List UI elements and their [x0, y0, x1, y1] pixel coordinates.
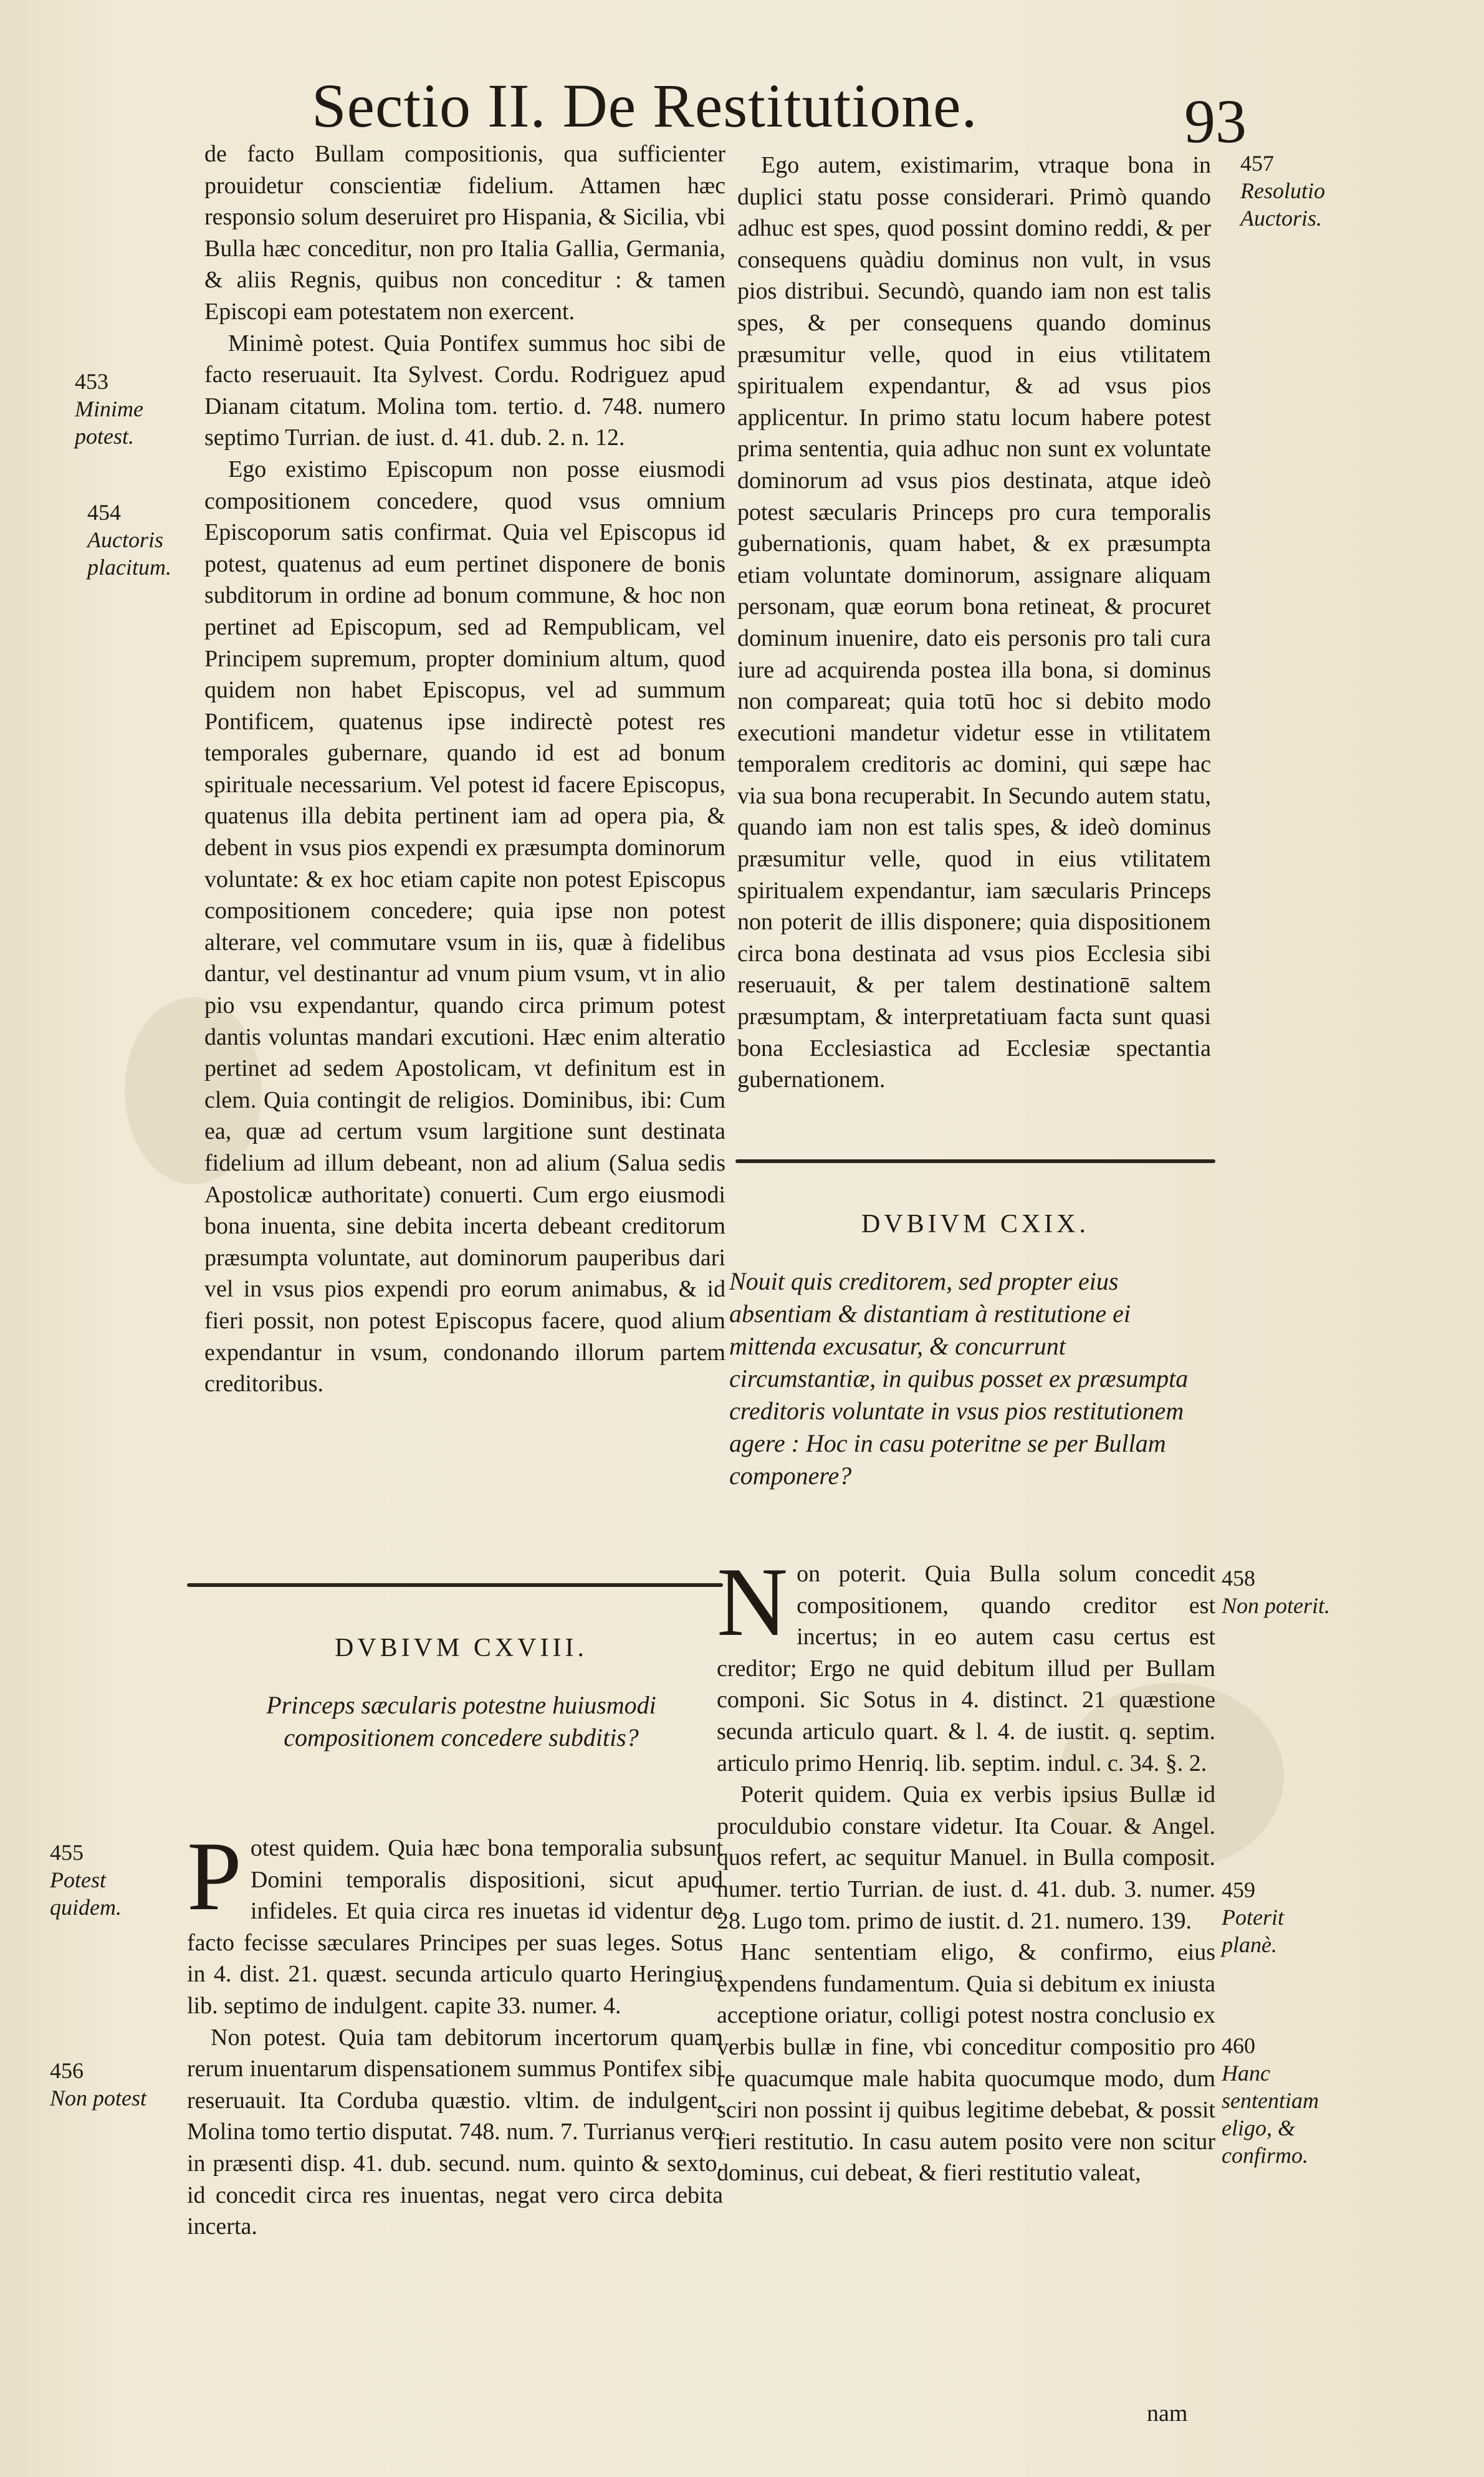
margin-note-457	[1240, 150, 1346, 232]
paragraph-text: on poterit. Quia Bulla solum concedit compositionem, quando creditor est incertus; in eo autem casu certus est creditor; Ergo ne quid debitum illud per Bullam componi. Sic Sotus in 4. distinct. 21 quæstione secunda articulo quart. & l. 4. de iustit. q. septim. articulo primo Henriq. lib. septim. indul. c. 34. §. 2.	[717, 1561, 1215, 1776]
margin-note-460	[1222, 2032, 1340, 2169]
paragraph: de facto Bullam compositionis, qua sufficienter prouidetur conscientiæ fidelium. Attamen hæc responsio solum deseruiret pro Hispania, & Sicilia, vbi Bulla hæc conceditur, non pro Italia Gallia, Germania, & aliis Regnis, quibus non conceditur : & tamen Episcopi eam potestatem non exercent.	[204, 141, 725, 325]
catchword: nam	[1147, 2400, 1188, 2427]
margin-note-454	[87, 499, 199, 581]
page-header	[299, 62, 1359, 156]
margin-number: 455	[50, 1840, 84, 1865]
margin-text: Non poterit.	[1222, 1593, 1331, 1618]
right-dubium-body	[717, 1548, 1215, 2189]
paragraph: Minimè potest. Quia Pontifex summus hoc sibi de facto reseruauit. Ita Sylvest. Cordu. Rodriguez apud Dianam citatum. Molina tom. tertio. d. 748. numero septimo Turrian. de iust. d. 41. dub. 2. n. 12.	[204, 330, 725, 451]
margin-number: 459	[1222, 1877, 1255, 1902]
running-title: Sectio II. De Restitutione.	[312, 71, 978, 140]
margin-text: Hanc sententiam eligo, & confirmo.	[1222, 2061, 1319, 2168]
margin-text: Auctoris placitum.	[87, 527, 171, 580]
paragraph: Poterit quidem. Quia ex verbis ipsius Bullæ id proculdubio constare videtur. Ita Couar. & Angel. quos refert, ac sequitur Manuel. in Bulla composit. numer. tertio Turrian. de iust. d. 41. dub. 3. numer. 28. Lugo tom. primo de iustit. d. 21. numero. 139.	[717, 1781, 1215, 1934]
drop-cap: N	[717, 1548, 788, 1657]
margin-text: Potest quidem.	[50, 1867, 122, 1920]
margin-note-458	[1222, 1564, 1340, 1619]
margin-number: 457	[1240, 151, 1274, 176]
margin-text: Minime potest.	[75, 396, 143, 449]
section-rule	[735, 1159, 1215, 1163]
paragraph	[717, 1548, 1215, 1779]
left-dubium-body	[187, 1822, 723, 2243]
paragraph-text: otest quidem. Quia hæc bona temporalia subsunt Domini temporalis dispositioni, sicut apud infideles. Et quia circa res inuetas id videntur de facto fecisse sæculares Principes per suas leges. Sotus in 4. dist. 21. quæst. secunda articulo quarto Heringius lib. septimo de indulgent. capite 33. numer. 4.	[187, 1835, 723, 2019]
paragraph: Ego autem, existimarim, vtraque bona in duplici statu posse considerari. Primò quando adhuc est spes, quod possint domino reddi, & per consequens quàdiu dominus non vult, in vsus pios distribui. Secundò, quando iam non est talis spes, & per consequens quando dominus præsumitur velle, quod in eius vtilitatem spiritualem expendantur, & ad vsus pios applicentur. In primo statu locum habere potest prima sententia, quia adhuc non sunt ex voluntate dominorum ad vsus pios destinata, atque ideò potest sæcularis Princeps pro cura temporalis gubernationis, quam habet, & ex præsumpta etiam voluntate dominorum, assignare aliquam personam, quæ eorum bona retineat, & procuret dominum inuenire, dato eis personis pro tali cura iure ad acquirenda postea illa bona, si dominus non compareat; quia totū hoc si debito modo executioni mandetur videtur esse in vtilitatem temporalem creditoris ac domini, qui sæpe hac via sua bona recuperabit. In Secundo autem statu, quando iam non est talis spes, & ideò dominus præsumitur velle, quod in eius vtilitatem spiritualem expendantur, iam sæcularis Princeps non poterit de illis disponere; quia dispositionem circa bona destinata ad vsus pios Ecclesia sibi reseruauit, & per talem destinationē saltem præsumptam, & interpretatiuam facta sunt quasi bona Ecclesiastica ad Ecclesiæ spectantia gubernationem.	[737, 152, 1211, 1093]
margin-note-453	[75, 368, 187, 450]
paragraph	[187, 1822, 723, 2022]
page-number: 93	[1184, 87, 1247, 156]
margin-text: Resolutio Auctoris.	[1240, 178, 1325, 231]
margin-number: 458	[1222, 1566, 1255, 1591]
paragraph: Non potest. Quia tam debitorum incertorum quam rerum inuentarum dispensationem summus Pontifex sibi reseruauit. Ita Corduba quæstio. vltim. de indulgent. Molina tomo tertio disputat. 748. num. 7. Turrianus vero in præsenti disp. 41. dub. secund. num. quinto & sexto. id concedit circa res inuentas, negat vero circa debita incerta.	[187, 2024, 723, 2240]
margin-note-456	[50, 2057, 175, 2112]
margin-number: 454	[87, 500, 121, 525]
dubium-question: Nouit quis creditorem, sed propter eius absentiam & distantiam à restitutione ei mittenda excusatur, & concurrunt circumstantiæ, in quibus posset ex præsumpta creditoris voluntate in vsus pios restitutionem agere : Hoc in casu poteritne se per Bullam componere?	[729, 1267, 1189, 1490]
left-column	[204, 138, 725, 1400]
margin-text: Poterit planè.	[1222, 1905, 1284, 1957]
margin-note-459	[1222, 1876, 1340, 1958]
margin-number: 456	[50, 2058, 84, 2083]
drop-cap: P	[187, 1822, 242, 1931]
margin-text: Non potest	[50, 2086, 147, 2110]
dubium-question: Princeps sæcularis potestne huiusmodi compositionem concedere subditis?	[266, 1691, 656, 1751]
margin-number: 460	[1222, 2033, 1255, 2058]
section-rule	[187, 1583, 723, 1587]
paragraph: Hanc sententiam eligo, & confirmo, eius expendens fundamentum. Quia si debitum ex iniusta acceptione oriatur, colligi potest nostra conclusio ex verbis bullæ in fine, vbi conceditur compositio pro re quacumque male habita quocumque modo, dum sciri non possint ij quibus legitime debebat, & possit fieri restitutio. In casu autem posito vere non scitur dominus, cui debeat, & fieri restitutio valeat,	[717, 1939, 1215, 2187]
margin-number: 453	[75, 369, 108, 394]
margin-note-455	[50, 1839, 168, 1921]
right-column	[737, 150, 1211, 1096]
paragraph: Ego existimo Episcopum non posse eiusmodi compositionem concedere, quod vsus omnium Episcoporum satis confirmat. Quia vel Episcopus id potest, quatenus ad eum pertinet disponere de bonis subditorum in ordine ad bonum commune, & hoc non pertinet ad Episcopum, sed ad Rempublicam, vel Principem supremum, propter dominium altum, quod quidem non habet Episcopus, vel ad summum Pontificem, quatenus ipse indirectè potest res temporales gubernare, quando id est ad bonum spirituale necessarium. Vel potest id facere Episcopus, quatenus illa debita pertinent iam ad opera pia, & debent in vsus pios expendi ex præsumpta dominorum voluntate: & ex hoc etiam capite non potest Episcopus compositionem concedere; quia ipse non potest alterare, vel commutare vsum in iis, quæ à fidelibus dantur, vel destinantur ad vnum pium vsum, vt in alio pio vsu expendantur, quando circa primum potest dantis voluntas mandari excutioni. Hæc enim alteratio pertinet ad sedem Apostolicam, vt definitum est in clem. Quia contingit de religios. Dominibus, ibi: Cum ea, quæ ad certum vsum largitione sunt destinata fidelium ad illum debeant, non ad alium (Salua sedis Apostolicæ authoritate) conuerti. Cum ergo eiusmodi bona inuenta, sine debita incerta debeant creditorum præsumpta voluntate, aut dominorum pauperibus dari vel in vsus pios expendi pro eorum animabus, & id fieri possit, non potest Episcopus facere, quod alium expendantur in vsum, condonando illorum partem creditoribus.	[204, 456, 725, 1397]
dubium-title: DVBIVM CXIX.	[861, 1210, 1089, 1238]
dubium-title: DVBIVM CXVIII.	[335, 1634, 588, 1662]
